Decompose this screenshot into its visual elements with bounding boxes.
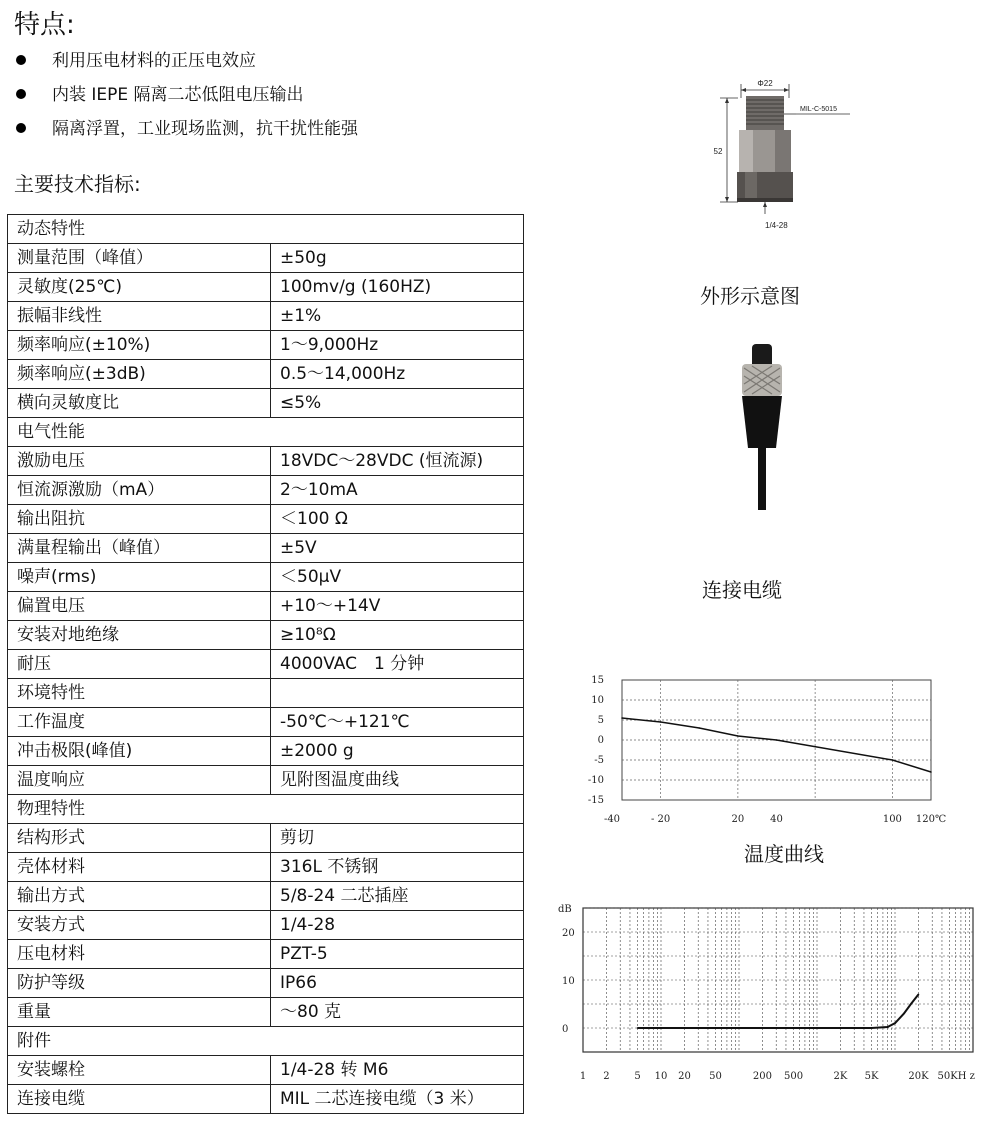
x-tick-label: - 20	[650, 814, 671, 825]
spec-label: 安装螺栓	[8, 1056, 271, 1085]
y-tick-label: 10	[562, 976, 575, 987]
x-tick-label: 1	[579, 1071, 587, 1082]
feature-item: 内装 IEPE 隔离二芯低阻电压输出	[14, 80, 358, 114]
spec-label: 频率响应(±3dB)	[8, 360, 271, 389]
bullet-icon	[16, 89, 26, 99]
spec-label: 冲击极限(峰值)	[8, 737, 271, 766]
x-tick-label: 2K	[833, 1071, 848, 1082]
spec-row	[8, 998, 524, 1027]
spec-row	[8, 882, 524, 911]
spec-row	[8, 592, 524, 621]
x-tick-label: 5K	[864, 1071, 879, 1082]
spec-row	[8, 853, 524, 882]
x-tick-label: 120℃	[915, 814, 947, 825]
bullet-icon	[16, 123, 26, 133]
spec-label: 测量范围（峰值）	[8, 244, 271, 273]
data-point	[887, 1026, 889, 1028]
spec-row	[8, 447, 524, 476]
x-tick-label: 100	[882, 814, 902, 825]
outline-drawing	[700, 74, 860, 234]
x-tick-label: 40	[770, 814, 783, 825]
spec-row	[8, 911, 524, 940]
spec-row	[8, 302, 524, 331]
spec-row	[8, 534, 524, 563]
spec-row	[8, 244, 524, 273]
cable-caption: 连接电缆	[702, 578, 782, 602]
cable-picture	[730, 340, 790, 515]
spec-value: ±50g	[271, 244, 524, 273]
y-tick-label: -15	[587, 795, 604, 806]
spec-value: ±5V	[271, 534, 524, 563]
spec-value: -50℃～+121℃	[271, 708, 524, 737]
data-point	[715, 1027, 717, 1029]
spec-value: ±1%	[271, 302, 524, 331]
plot-frame	[583, 908, 973, 1052]
spec-label: 频率响应(±10%)	[8, 331, 271, 360]
x-tick-label: 500	[783, 1071, 804, 1082]
data-point	[918, 994, 920, 996]
x-tick-label: 200	[752, 1071, 773, 1082]
spec-label: 满量程输出（峰值）	[8, 534, 271, 563]
y-tick-label: -5	[594, 755, 604, 766]
spec-title: 主要技术指标:	[14, 172, 141, 196]
frequency-chart	[550, 900, 1000, 1090]
spec-value: 剪切	[271, 824, 524, 853]
spec-label: 工作温度	[8, 708, 271, 737]
y-tick-label: 5	[597, 715, 604, 726]
spec-label: 重量	[8, 998, 271, 1027]
spec-section-row	[8, 795, 524, 824]
spec-row	[8, 389, 524, 418]
spec-row	[8, 360, 524, 389]
data-point	[660, 721, 662, 723]
data-point	[903, 1013, 905, 1015]
x-tick-label: 20	[678, 1071, 691, 1082]
spec-label: 连接电缆	[8, 1085, 271, 1114]
spec-label: 恒流源激励（mA）	[8, 476, 271, 505]
spec-value	[271, 679, 524, 708]
spec-label: 噪声(rms)	[8, 563, 271, 592]
feature-item: 隔离浮置，工业现场监测，抗干扰性能强	[14, 114, 358, 148]
spec-label: 温度响应	[8, 766, 271, 795]
spec-label: 输出方式	[8, 882, 271, 911]
spec-value: 316L 不锈钢	[271, 853, 524, 882]
spec-value: ＜100 Ω	[271, 505, 524, 534]
spec-row	[8, 505, 524, 534]
y-tick-label: -10	[587, 775, 604, 786]
y-tick-label: 10	[591, 695, 604, 706]
spec-value: ≥10⁸Ω	[271, 621, 524, 650]
data-point	[637, 1027, 639, 1029]
data-point	[871, 1027, 873, 1029]
spec-value: ＜50μV	[271, 563, 524, 592]
spec-row	[8, 1085, 524, 1114]
x-tick-label: 20	[731, 814, 745, 825]
data-point	[776, 739, 778, 741]
spec-row	[8, 969, 524, 998]
spec-label: 压电材料	[8, 940, 271, 969]
x-tick-label: 5	[634, 1071, 641, 1082]
spec-value: 100mv/g (160HZ)	[271, 273, 524, 302]
spec-row	[8, 331, 524, 360]
spec-value: 1/4-28	[271, 911, 524, 940]
features-title: 特点:	[14, 10, 75, 40]
y-tick-label: 20	[562, 928, 575, 939]
thread-label: 1/4-28	[765, 221, 788, 230]
spec-label: 安装方式	[8, 911, 271, 940]
x-tick-label: 2	[603, 1071, 610, 1082]
data-point	[910, 1003, 912, 1005]
spec-label: 激励电压	[8, 447, 271, 476]
feature-item: 利用压电材料的正压电效应	[14, 46, 358, 80]
spec-table	[7, 214, 524, 1114]
x-tick-label: -40	[603, 814, 621, 825]
data-point	[930, 771, 932, 773]
spec-value: +10～+14V	[271, 592, 524, 621]
spec-row	[8, 1056, 524, 1085]
spec-row	[8, 563, 524, 592]
spec-row	[8, 766, 524, 795]
spec-value: 5/8-24 二芯插座	[271, 882, 524, 911]
spec-row	[8, 621, 524, 650]
spec-label: 结构形式	[8, 824, 271, 853]
spec-label: 灵敏度(25℃)	[8, 273, 271, 302]
data-point	[698, 727, 700, 729]
data-point	[793, 1027, 795, 1029]
spec-label: 安装对地绝缘	[8, 621, 271, 650]
spec-value: 0.5～14,000Hz	[271, 360, 524, 389]
data-point	[621, 717, 623, 719]
spec-label: 耐压	[8, 650, 271, 679]
data-point	[737, 735, 739, 737]
x-tick-label: 20K	[908, 1071, 929, 1082]
height-label: 52	[713, 147, 723, 156]
spec-label: 环境特性	[8, 679, 271, 708]
spec-section-row	[8, 1027, 524, 1056]
spec-label: 横向灵敏度比	[8, 389, 271, 418]
spec-value: 4000VAC 1 分钟	[271, 650, 524, 679]
data-point	[892, 759, 894, 761]
data-point	[894, 1022, 896, 1024]
spec-section-row	[8, 418, 524, 447]
spec-label: 壳体材料	[8, 853, 271, 882]
y-tick-label: 15	[591, 675, 604, 686]
spec-section-row	[8, 215, 524, 244]
spec-value: 1/4-28 转 M6	[271, 1056, 524, 1085]
outline-caption: 外形示意图	[700, 284, 800, 308]
connector-label: MIL-C-5015	[800, 106, 837, 113]
y-tick-label: 0	[597, 735, 604, 746]
data-point	[840, 1027, 842, 1029]
spec-row	[8, 679, 524, 708]
spec-value: ～80 克	[271, 998, 524, 1027]
spec-row	[8, 737, 524, 766]
spec-row	[8, 273, 524, 302]
spec-label: 输出阻抗	[8, 505, 271, 534]
spec-value: PZT-5	[271, 940, 524, 969]
y-tick-label: 0	[562, 1024, 569, 1035]
spec-value: IP66	[271, 969, 524, 998]
spec-row	[8, 650, 524, 679]
diameter-label: Φ22	[757, 79, 773, 88]
spec-label: 防护等级	[8, 969, 271, 998]
x-tick-label: 50	[709, 1071, 722, 1082]
series-line-temperature	[622, 718, 931, 772]
series-line-frequency	[638, 994, 919, 1028]
spec-row	[8, 824, 524, 853]
temperature-chart	[586, 672, 946, 832]
spec-label: 振幅非线性	[8, 302, 271, 331]
spec-value: 18VDC～28VDC (恒流源)	[271, 447, 524, 476]
spec-value: 见附图温度曲线	[271, 766, 524, 795]
spec-section-label: 附件	[8, 1027, 524, 1056]
spec-value: 1～9,000Hz	[271, 331, 524, 360]
temperature-caption: 温度曲线	[744, 842, 824, 866]
x-tick-label: 10	[654, 1071, 668, 1082]
spec-row	[8, 476, 524, 505]
spec-row	[8, 708, 524, 737]
spec-label: 偏置电压	[8, 592, 271, 621]
spec-value: 2～10mA	[271, 476, 524, 505]
y-axis-label: dB	[558, 904, 572, 915]
feature-list	[14, 46, 358, 148]
spec-value: ±2000 g	[271, 737, 524, 766]
spec-value: ≤5%	[271, 389, 524, 418]
spec-value: MIL 二芯连接电缆（3 米）	[271, 1085, 524, 1114]
spec-section-label: 物理特性	[8, 795, 524, 824]
spec-row	[8, 940, 524, 969]
bullet-icon	[16, 55, 26, 65]
x-tick-label: 50KH z	[937, 1071, 975, 1082]
spec-section-label: 动态特性	[8, 215, 524, 244]
spec-section-label: 电气性能	[8, 418, 524, 447]
